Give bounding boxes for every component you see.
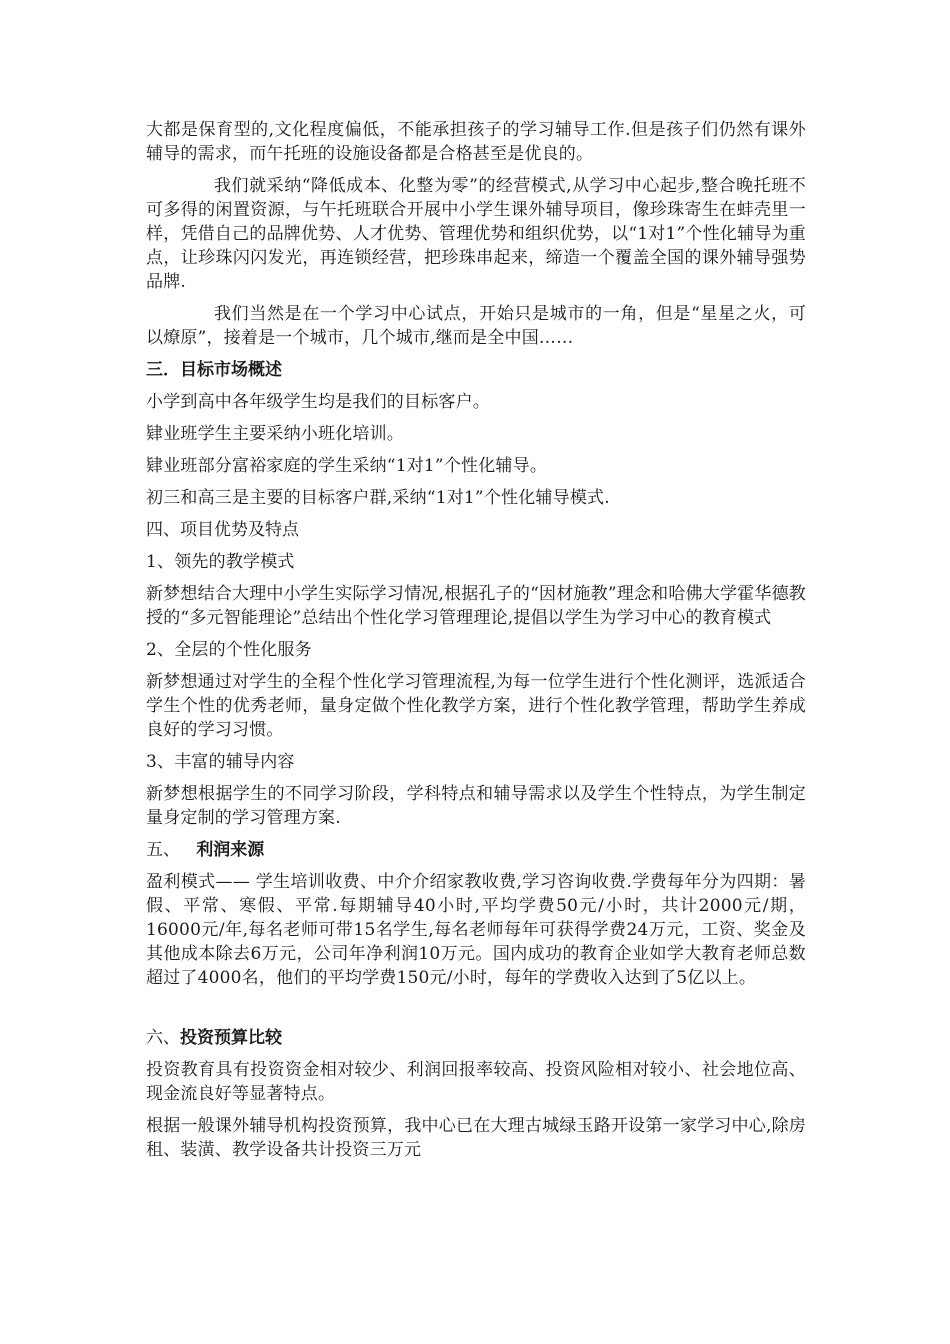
paragraph-intro: 大都是保育型的,文化程度偏低，不能承担孩子的学习辅导工作.但是孩子们仍然有课外辅导的需求，而午托班的设施设备都是合格甚至是优良的。 (146, 120, 806, 164)
market-line: 肄业班部分富裕家庭的学生采纳“1对1”个性化辅导。 (146, 456, 548, 476)
section-heading-investment (146, 1026, 806, 1050)
section-title: 利润来源 (196, 840, 265, 860)
profit-text: 盈利模式—— 学生培训收费、中介介绍家教收费,学习咨询收费.学费每年分为四期：暑假、平常、寒假、平常.每期辅导40小时,平均学费50元/小时，共计2000元/期，16000元/年,每名老师可带15名学生,每名老师每年可获得学费24万元，工资、奖金及其他成本除去6万元，公司年净利润10万元。国内成功的教育企业如学大教育老师总数超过了4000名，他们的平均学费150元/小时，每年的学费收入达到了5亿以上。 (146, 872, 806, 988)
market-line: 初三和高三是主要的目标客户群,采纳“1对1”个性化辅导模式. (146, 488, 610, 508)
blank-gap (146, 998, 806, 1026)
paragraph-business-model: 我们就采纳“降低成本、化整为零”的经营模式,从学习中心起步,整合晚托班不可多得的闲置资源，与午托班联合开展中小学生课外辅导项目，像珍珠寄生在蚌壳里一样，凭借自己的品牌优势、人才优势、管理优势和组织优势，以“1对1”个性化辅导为重点，让珍珠闪闪发光，再连锁经营，把珍珠串起来，缔造一个覆盖全国的课外辅导强势品牌. (146, 176, 806, 292)
investment-text: 根据一般课外辅导机构投资预算，我中心已在大理古城绿玉路开设第一家学习中心,除房租、装潢、教学设备共计投资三万元 (146, 1116, 806, 1160)
advantage-text: 新梦想结合大理中小学生实际学习情况,根据孔子的“因材施教”理念和哈佛大学霍华德教授的“多元智能理论”总结出个性化学习管理理论,提倡以学生为学习中心的教育模式 (146, 584, 806, 628)
paragraph-spark: 我们当然是在一个学习中心试点，开始只是城市的一角，但是“星星之火，可以燎原”，接着是一个城市，几个城市,继而是全中国…… (146, 304, 806, 348)
investment-text: 投资教育具有投资资金相对较少、利润回报率较高、投资风险相对较小、社会地位高、现金流良好等显著特点。 (146, 1060, 806, 1104)
section-heading-advantages: 四、项目优势及特点 (146, 520, 299, 540)
advantage-title: 2、全层的个性化服务 (146, 640, 312, 660)
section-number: 五、 (146, 840, 180, 860)
document-body (146, 118, 806, 1170)
section-heading-target-market: 三．目标市场概述 (146, 360, 282, 380)
advantage-title: 3、丰富的辅导内容 (146, 752, 295, 772)
section-heading-profit (146, 838, 806, 862)
advantage-text: 新梦想通过对学生的全程个性化学习管理流程,为每一位学生进行个性化测评，选派适合学生个性的优秀老师，量身定做个性化教学方案，进行个性化教学管理，帮助学生养成良好的学习习惯。 (146, 672, 806, 740)
section-title: 投资预算比较 (180, 1028, 282, 1048)
market-line: 肄业班学生主要采纳小班化培训。 (146, 424, 404, 444)
market-line: 小学到高中各年级学生均是我们的目标客户。 (146, 392, 490, 412)
advantage-title: 1、领先的教学模式 (146, 552, 295, 572)
section-number: 六、 (146, 1028, 180, 1048)
advantage-text: 新梦想根据学生的不同学习阶段，学科特点和辅导需求以及学生个性特点，为学生制定量身定制的学习管理方案. (146, 784, 806, 828)
